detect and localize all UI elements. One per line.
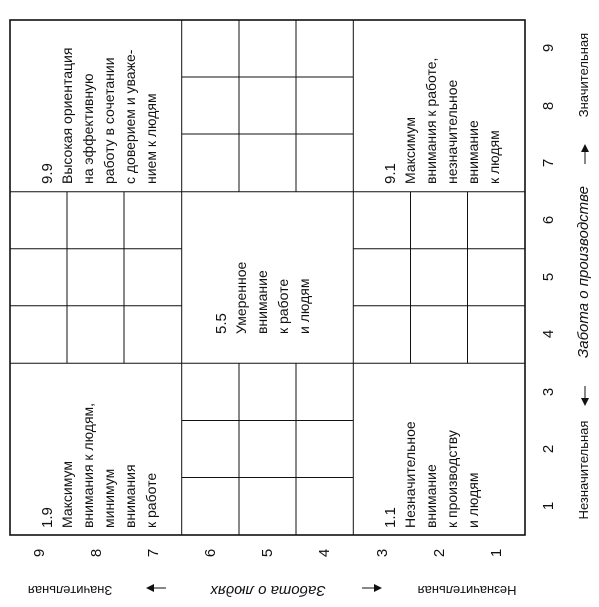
style-9-1	[382, 58, 502, 184]
production-axis-number: 9	[540, 43, 557, 53]
style-line: незначительное	[444, 79, 460, 184]
production-axis-number: 8	[540, 101, 557, 111]
style-9-9	[39, 48, 159, 184]
style-line: минимум	[101, 468, 117, 528]
up-arrow-icon	[581, 144, 589, 164]
production-axis-high-label: Значительная	[576, 32, 591, 118]
style-line: и людям	[465, 472, 481, 528]
production-axis-caption	[575, 33, 592, 520]
people-axis-number: 2	[431, 548, 448, 558]
people-axis-high-label: Значительная	[27, 583, 113, 598]
style-line: внимания к работе,	[423, 57, 439, 184]
style-code: 9.1	[382, 163, 399, 184]
people-axis-numbers	[31, 549, 505, 557]
style-line: внимания	[122, 464, 138, 528]
style-line: нием к людям	[143, 93, 159, 184]
production-axis-number: 4	[540, 329, 557, 339]
style-line: на эффективную	[80, 73, 96, 184]
style-line: Высокая ориентация	[59, 47, 75, 184]
style-line: внимания к людям,	[80, 402, 96, 528]
style-code: 5.5	[213, 313, 230, 334]
people-axis-number: 3	[374, 548, 391, 558]
people-axis-number: 8	[88, 548, 105, 558]
style-line: Незначительное	[402, 421, 418, 528]
left-arrow-icon	[146, 584, 166, 592]
style-line: работу в сочетании	[101, 57, 117, 184]
production-axis-number: 1	[540, 501, 557, 511]
right-arrow-icon	[362, 584, 382, 592]
people-axis-number: 6	[202, 548, 219, 558]
style-1-1	[382, 421, 481, 528]
production-axis-number: 7	[540, 158, 557, 168]
production-axis-numbers	[540, 44, 557, 510]
style-line: к людям	[486, 130, 502, 184]
style-line: и людям	[296, 278, 312, 334]
style-line: Максимум	[402, 117, 418, 184]
people-axis-title: Забота о людях	[210, 582, 326, 599]
style-line: Умеренное	[233, 261, 249, 334]
production-axis-number: 5	[540, 272, 557, 282]
style-5-5	[213, 262, 312, 334]
style-line: Максимум	[59, 461, 75, 528]
style-code: 1.1	[382, 507, 399, 528]
production-axis-number: 2	[540, 444, 557, 454]
style-line: внимание	[465, 120, 481, 184]
down-arrow-icon	[581, 386, 589, 406]
people-axis-number: 9	[31, 548, 48, 558]
style-line: с доверием и уваже-	[122, 49, 138, 184]
style-line: внимание	[423, 464, 439, 528]
style-code: 1.9	[39, 507, 56, 528]
style-line: к работе	[275, 278, 291, 334]
people-axis-number: 5	[259, 548, 276, 558]
people-axis-number: 7	[145, 548, 162, 558]
style-line: внимание	[254, 270, 270, 334]
production-axis-number: 6	[540, 215, 557, 225]
style-line: к работе	[143, 472, 159, 528]
style-1-9	[39, 403, 159, 528]
production-axis-title: Забота о производстве	[575, 186, 592, 358]
people-axis-number: 1	[488, 548, 505, 558]
people-axis-caption	[28, 582, 517, 599]
production-axis-number: 3	[540, 387, 557, 397]
style-code: 9.9	[39, 163, 56, 184]
style-line: к производству	[444, 430, 460, 528]
people-axis-low-label: Незначительная	[417, 583, 517, 598]
production-axis-low-label: Незначительная	[576, 420, 591, 520]
people-axis-number: 4	[316, 548, 333, 558]
